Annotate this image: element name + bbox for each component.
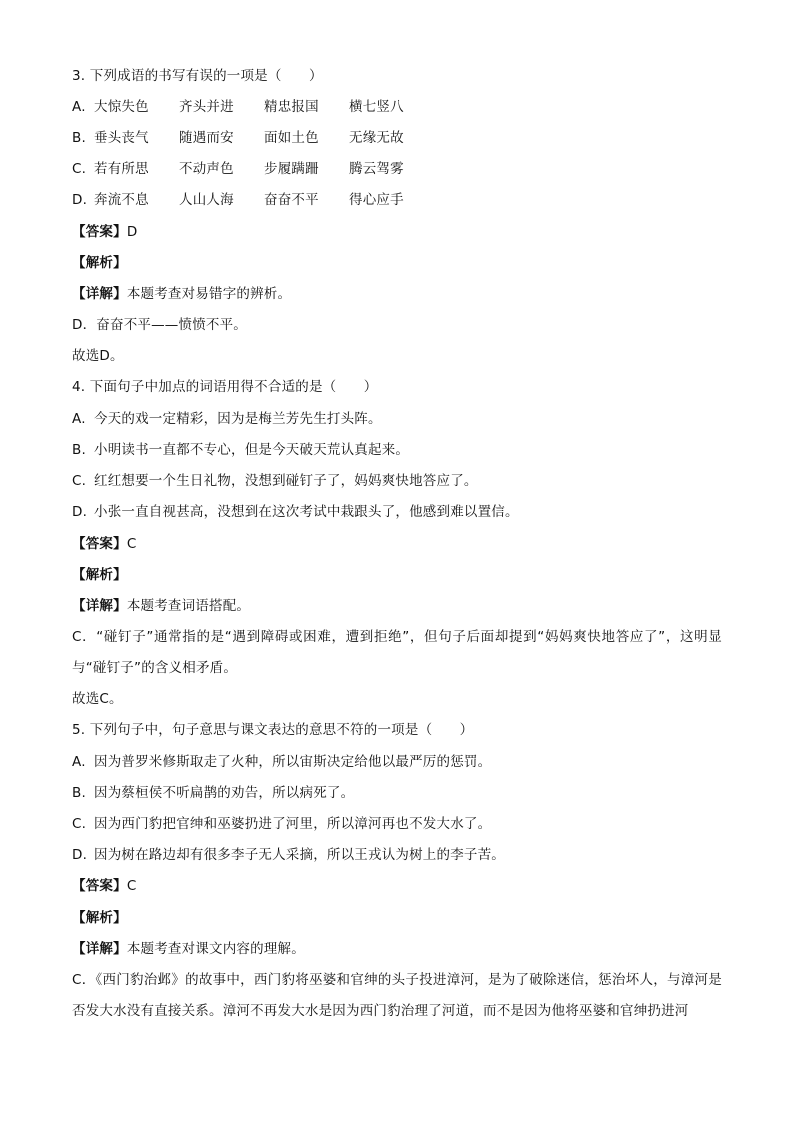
q3-answer (72, 223, 137, 241)
option-label: A. (72, 754, 86, 770)
answer-tag: 【答案】 (72, 878, 127, 894)
option-label: B. (72, 785, 86, 801)
q3-option-a (72, 98, 434, 116)
idiom: 步履蹒跚 (264, 161, 319, 177)
option-label: D. (72, 192, 88, 208)
idiom: 随遇而安 (179, 130, 234, 146)
q4-option-c (72, 472, 478, 490)
option-label: B. (72, 442, 86, 458)
option-label: C. (72, 161, 87, 177)
q5-option-a (72, 753, 491, 771)
option-text: 红红想要一个生日礼物，没想到碰钉子了，妈妈爽快地答应了。 (94, 473, 478, 489)
q5-option-d (72, 846, 505, 864)
option-text: 今天的戏一定精彩，因为是梅兰芳先生打头阵。 (94, 411, 382, 427)
q3-stem: 3. 下列成语的书写有误的一项是（ ） (72, 68, 323, 84)
detail-text: 本题考查对易错字的辨析。 (126, 286, 292, 302)
detail-text: 本题考查词语搭配。 (126, 598, 251, 614)
answer-value: D (126, 224, 138, 240)
q3-analysis-tag: 【解析】 (72, 255, 127, 271)
idiom: 齐头并进 (179, 99, 234, 115)
detail-text: 本题考查对课文内容的理解。 (126, 941, 305, 957)
q4-option-b (72, 441, 409, 459)
q5-analysis-tag: 【解析】 (72, 910, 127, 926)
option-label: D. (72, 504, 88, 520)
option-text: 小张一直自视甚高，没想到在这次考试中栽跟头了，他感到难以置信。 (94, 504, 519, 520)
answer-value: C (126, 536, 137, 552)
option-text: 因为普罗米修斯取走了火种，所以宙斯决定给他以最严厉的惩罚。 (94, 754, 492, 770)
option-label: C. (72, 473, 87, 489)
option-text: 因为蔡桓侯不听扁鹊的劝告，所以病死了。 (94, 785, 355, 801)
idiom: 无缘无故 (349, 130, 404, 146)
q4-option-a (72, 410, 382, 428)
option-text: 因为西门豹把官绅和巫婆扔进了河里，所以漳河再也不发大水了。 (94, 816, 492, 832)
q3-conclusion: 故选D。 (72, 348, 124, 364)
idiom: 面如土色 (264, 130, 319, 146)
q3-option-d (72, 191, 434, 209)
q5-option-b (72, 784, 354, 802)
q3-option-c (72, 160, 434, 178)
q4-option-d (72, 503, 519, 521)
detail-tag: 【详解】 (72, 286, 127, 302)
idiom: 奋奋不平 (264, 192, 319, 208)
q3-detail (72, 285, 291, 303)
option-text: 因为树在路边却有很多李子无人采摘，所以王戎认为树上的李子苦。 (94, 847, 505, 863)
option-label: B. (72, 130, 86, 146)
q3-explain: D．奋奋不平——愤愤不平。 (72, 317, 247, 333)
q5-stem: 5. 下列句子中，句子意思与课文表达的意思不符的一项是（ ） (72, 722, 474, 738)
q4-analysis-tag: 【解析】 (72, 567, 127, 583)
idiom: 得心应手 (349, 192, 404, 208)
q4-explain: C．“碰钉子”通常指的是“遇到障碍或困难，遭到拒绝”，但句子后面却提到“妈妈爽快地答应了”，这明显与“碰钉子”的含义相矛盾。 (72, 629, 722, 676)
option-label: C. (72, 816, 87, 832)
q4-stem: 4. 下面句子中加点的词语用得不合适的是（ ） (72, 379, 378, 395)
option-label: A. (72, 411, 86, 427)
idiom: 人山人海 (179, 192, 234, 208)
answer-tag: 【答案】 (72, 224, 127, 240)
q5-option-c (72, 815, 491, 833)
idiom: 大惊失色 (94, 99, 149, 115)
option-text: 小明读书一直都不专心，但是今天破天荒认真起来。 (94, 442, 410, 458)
q5-explain: C．《西门豹治邺》的故事中，西门豹将巫婆和官绅的头子投进漳河，是为了破除迷信，惩治坏人，与漳河是否发大水没有直接关系。漳河不再发大水是因为西门豹治理了河道，而不是因为他将巫婆和官绅扔进河 (72, 972, 722, 1019)
q4-answer (72, 535, 136, 553)
q3-option-b (72, 129, 434, 147)
idiom: 奔流不息 (94, 192, 149, 208)
idiom: 不动声色 (179, 161, 234, 177)
q5-answer (72, 877, 136, 895)
q5-detail (72, 940, 305, 958)
idiom: 若有所思 (94, 161, 149, 177)
answer-value: C (126, 878, 137, 894)
detail-tag: 【详解】 (72, 598, 127, 614)
idiom: 精忠报国 (264, 99, 319, 115)
idiom: 垂头丧气 (94, 130, 149, 146)
q4-conclusion: 故选C。 (72, 691, 123, 707)
detail-tag: 【详解】 (72, 941, 127, 957)
q4-detail (72, 597, 250, 615)
option-label: D. (72, 847, 88, 863)
option-label: A. (72, 99, 86, 115)
answer-tag: 【答案】 (72, 536, 127, 552)
idiom: 横七竖八 (349, 99, 404, 115)
idiom: 腾云驾雾 (349, 161, 404, 177)
